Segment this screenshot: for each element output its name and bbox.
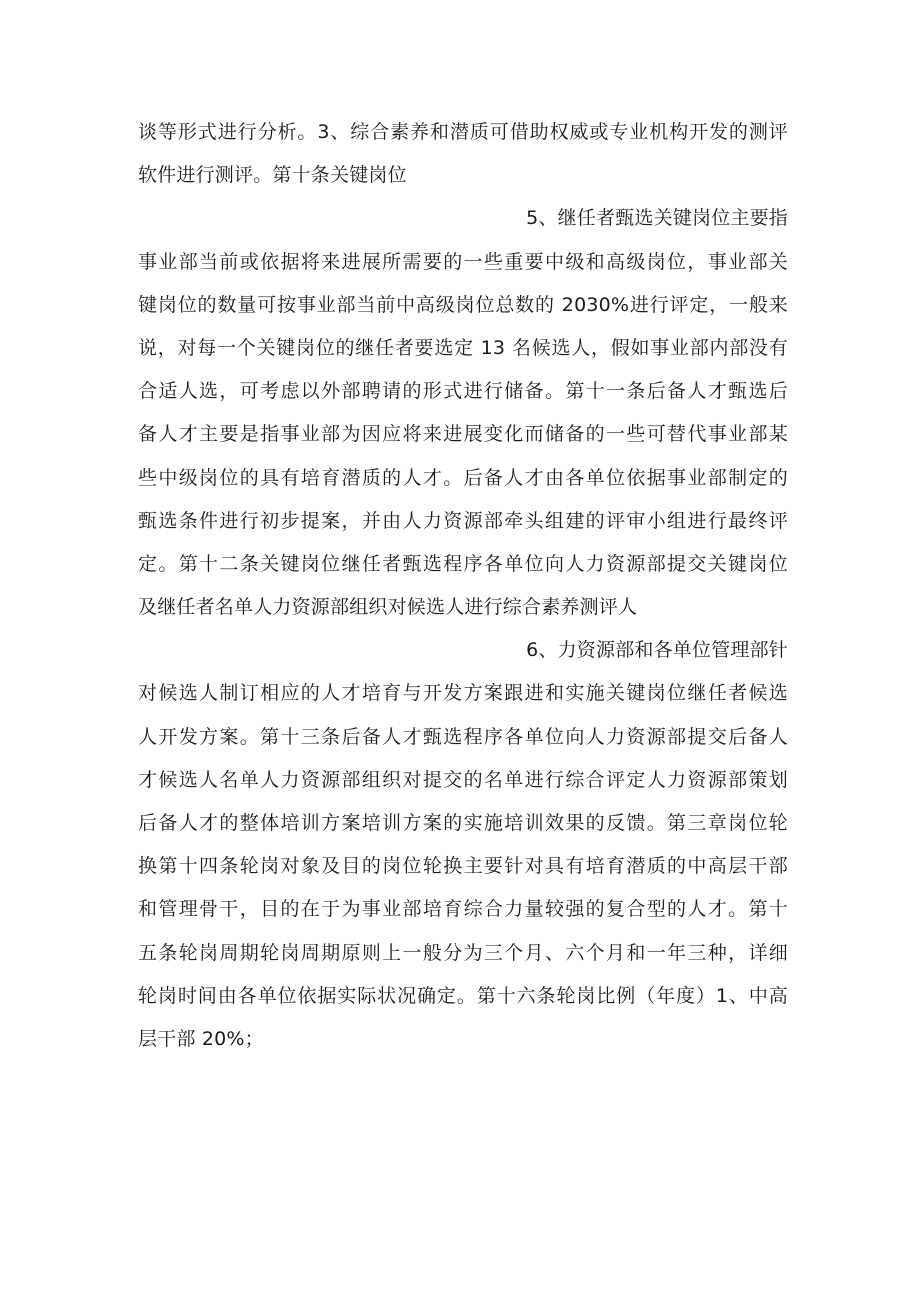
text-line: 及继任者名单人力资源部组织对候选人进行综合素养测评人 [138,596,638,619]
text-line: 备人才主要是指事业部为因应将来进展变化而储备的一些可替代事业部某 [138,423,788,446]
text-line: 软件进行测评。第十条关键岗位 [138,164,407,187]
document-body [138,119,788,1069]
text-line: 些中级岗位的具有培育潜质的人才。后备人才由各单位依据事业部制定的 [138,466,788,489]
text-line: 甄选条件进行初步提案，并由人力资源部牵头组建的评审小组进行最终评 [138,509,788,532]
text-line: 谈等形式进行分析。3、综合素养和潜质可借助权威或专业机构开发的测评 [138,121,788,143]
text-line: 键岗位的数量可按事业部当前中高级岗位总数的 2030%进行评定，一般来 [138,293,788,316]
text-line: 才候选人名单人力资源部组织对提交的名单进行综合评定人力资源部策划 [138,768,788,791]
text-line: 6、力资源部和各单位管理部针 [526,639,788,662]
text-line: 后备人才的整体培训方案培训方案的实施培训效果的反馈。第三章岗位轮 [138,812,788,834]
text-line: 和管理骨干，目的在于为事业部培育综合力量较强的复合型的人才。第十 [138,898,788,921]
text-line: 合适人选，可考虑以外部聘请的形式进行储备。第十一条后备人才甄选后 [138,380,788,403]
text-line: 层干部 20%； [138,1027,264,1050]
text-line: 轮岗时间由各单位依据实际状况确定。第十六条轮岗比例（年度）1、中高 [138,984,788,1007]
text-line: 说，对每一个关键岗位的继任者要选定 13 名候选人，假如事业部内部没有 [138,336,788,359]
text-line: 五条轮岗周期轮岗周期原则上一般分为三个月、六个月和一年三种，详细 [138,941,788,964]
text-line: 换第十四条轮岗对象及目的岗位轮换主要针对具有培育潜质的中高层干部 [138,855,788,878]
text-line: 对候选人制订相应的人才培育与开发方案跟进和实施关键岗位继任者候选 [138,682,788,705]
text-line: 定。第十二条关键岗位继任者甄选程序各单位向人力资源部提交关键岗位 [138,552,788,575]
text-line: 5、继任者甄选关键岗位主要指 [526,207,788,230]
text-line: 人开发方案。第十三条后备人才甄选程序各单位向人力资源部提交后备人 [138,725,788,748]
text-line: 事业部当前或依据将来进展所需要的一些重要中级和高级岗位，事业部关 [138,250,788,273]
